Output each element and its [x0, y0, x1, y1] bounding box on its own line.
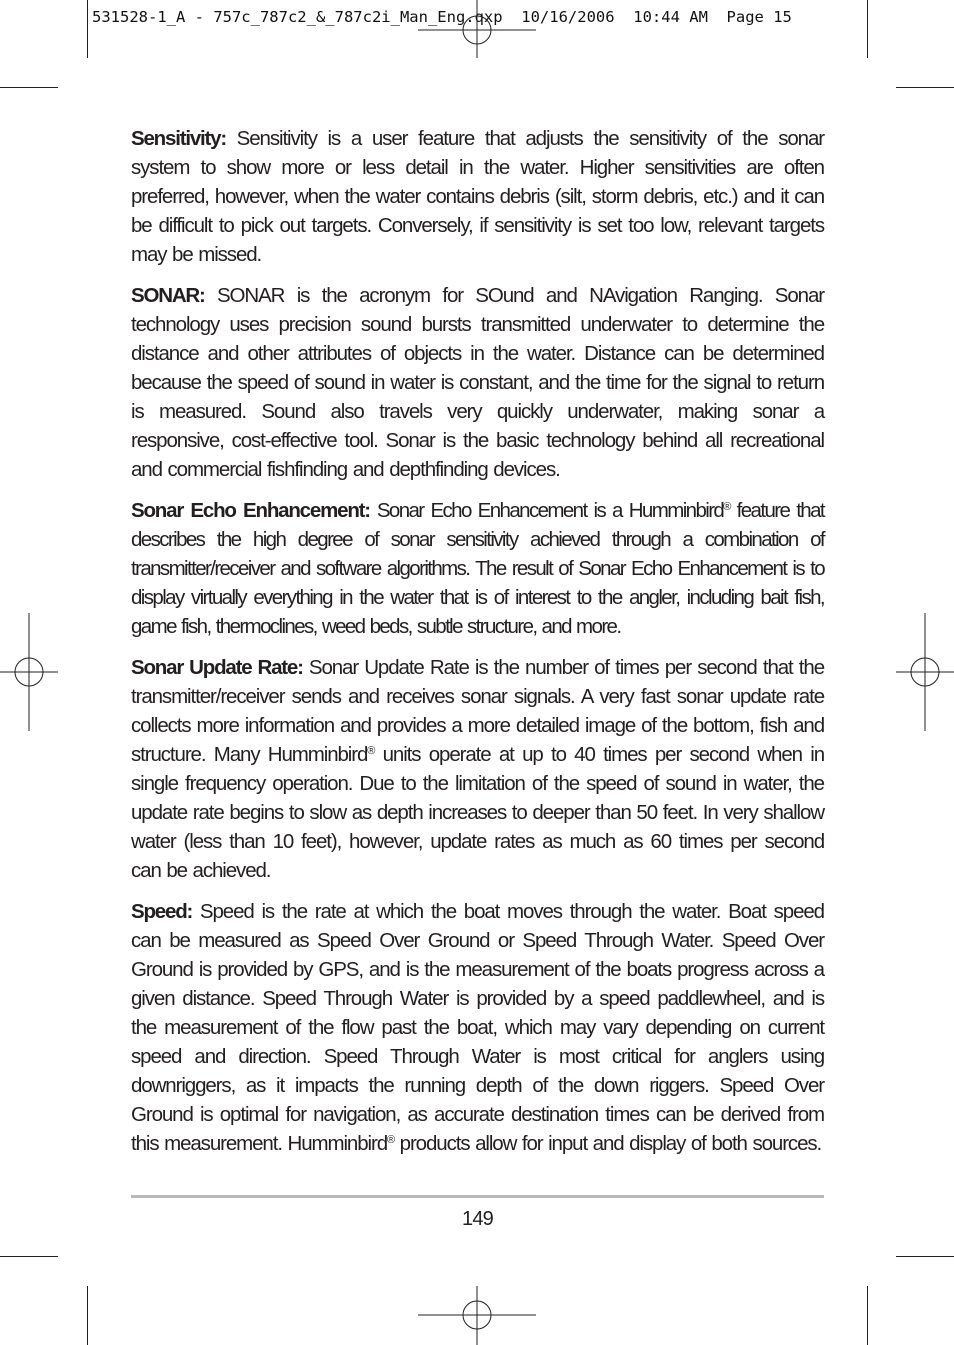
- term-sonar-echo-enhancement: Sonar Echo Enhancement:: [131, 499, 370, 522]
- glossary-entry-sonar-update-rate: [131, 653, 824, 885]
- definition-sonar-echo-enhancement-part1: Sonar Echo Enhancement is a Humminbird: [369, 499, 724, 522]
- glossary-entry-sonar: [131, 281, 824, 484]
- definition-sonar-update-rate-part1: Sonar Update Rate is the number of times per second that the transmitter/receiver sends and receives sonar signals. A very fast sonar update rate collects more information and provides a more detailed image of the bottom, fish and structure. Many Humminbird: [131, 656, 824, 766]
- registration-mark-top: [418, 0, 536, 58]
- glossary-entry-sensitivity: [131, 124, 824, 269]
- term-speed: Speed:: [131, 900, 193, 923]
- definition-sonar-update-rate-part2: units operate at up to 40 times per second when in single frequency operation. Due to the limitation of the speed of sound in water, the update rate begins to slow as depth increases to deeper than 50 feet. In very shallow water (less than 10 feet), however, update rates as much as 60 times per second can be achieved.: [131, 743, 824, 882]
- footer-rule: [131, 1195, 824, 1198]
- definition-speed-part1: Speed is the rate at which the boat moves through the water. Boat speed can be measured as Speed Over Ground or Speed Through Water. Speed Over Ground is provided by GPS, and is the measurement of the boats progress across a given distance. Speed Through Water is provided by a speed paddlewheel, and is the measurement of the flow past the boat, which may vary depending on current speed and direction. Speed Through Water is most critical for anglers using downriggers, as it impacts the running depth of the down riggers. Speed Over Ground is optimal for navigation, as accurate destination times can be derived from this measurement. Humminbird: [131, 900, 824, 1155]
- registration-mark-left: [0, 613, 58, 731]
- registration-mark-right: [896, 613, 954, 731]
- definition-speed-part2: products allow for input and display of both sources.: [394, 1132, 822, 1155]
- term-sensitivity: Sensitivity:: [131, 127, 226, 150]
- page-number: 149: [462, 1208, 493, 1230]
- definition-sonar-echo-enhancement-part2: feature that describes the high degree of sonar sensitivity achieved through a combination of transmitter/receiver and software algorithms. The result of Sonar Echo Enhancement is to display virtually everything in the water that is of interest to the angler, including bait fish, game fish, thermoclines, weed beds, subtle structure, and more.: [131, 499, 824, 638]
- glossary-entry-speed: [131, 897, 824, 1158]
- print-slug-line: 531528-1_A - 757c_787c2_&_787c2i_Man_Eng.qxp 10/16/2006 10:44 AM Page 15: [92, 8, 792, 26]
- definition-sonar: SONAR is the acronym for SOund and NAvigation Ranging. Sonar technology uses precision sound bursts transmitted underwater to determine the distance and other attributes of objects in the water. Distance can be determined because the speed of sound in water is constant, and the time for the signal to return is measured. Sound also travels very quickly underwater, making sonar a responsive, cost-effective tool. Sonar is the basic technology behind all recreational and commercial fishfinding and depthfinding devices.: [131, 284, 824, 481]
- registration-mark-bottom: [418, 1286, 536, 1345]
- term-sonar-update-rate: Sonar Update Rate:: [131, 656, 303, 679]
- glossary-entry-sonar-echo-enhancement: [131, 496, 824, 641]
- glossary-content: [131, 124, 824, 1170]
- term-sonar: SONAR:: [131, 284, 205, 307]
- registered-trademark: ®: [387, 1134, 395, 1146]
- registered-trademark: ®: [367, 745, 375, 757]
- definition-sensitivity: Sensitivity is a user feature that adjusts the sensitivity of the sonar system to show more or less detail in the water. Higher sensitivities are often preferred, however, when the water contains debris (silt, storm debris, etc.) and it can be difficult to pick out targets. Conversely, if sensitivity is set too low, relevant targets may be missed.: [131, 127, 824, 266]
- registered-trademark: ®: [723, 501, 730, 513]
